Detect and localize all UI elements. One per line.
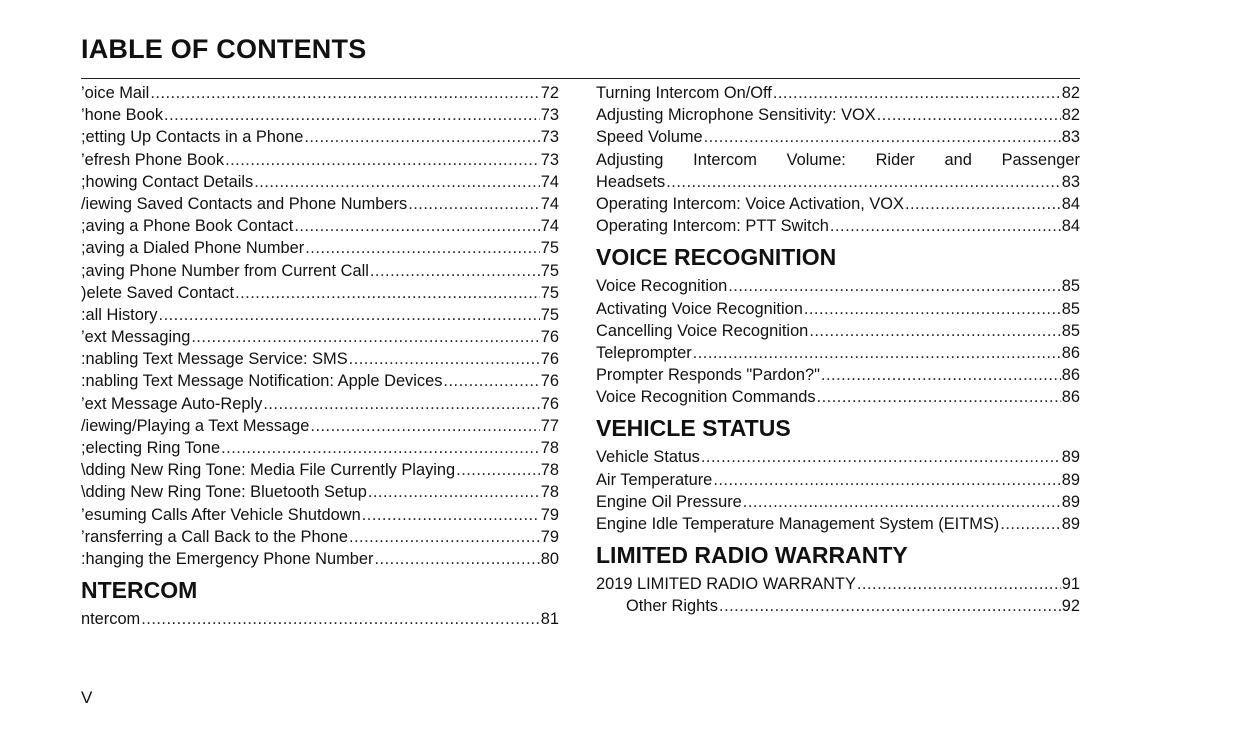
toc-entry-title: Voice Recognition bbox=[596, 277, 728, 296]
toc-entry-page: 89 bbox=[1061, 448, 1080, 467]
toc-entry[interactable] bbox=[81, 173, 559, 195]
toc-entry-page: 78 bbox=[540, 461, 559, 480]
title-divider bbox=[81, 78, 1080, 79]
toc-entry[interactable] bbox=[81, 284, 559, 306]
title-word: Intercom bbox=[693, 150, 757, 169]
page-number: V bbox=[81, 688, 93, 707]
toc-entry-title: :all History bbox=[81, 305, 158, 324]
section-heading-intercom: NTERCOM bbox=[81, 577, 198, 604]
toc-entry[interactable] bbox=[81, 84, 559, 106]
toc-entry[interactable] bbox=[81, 461, 559, 483]
toc-entry-title: ;etting Up Contacts in a Phone bbox=[81, 128, 304, 147]
toc-entry-title: \dding New Ring Tone: Media File Currently Playing bbox=[81, 461, 456, 480]
toc-entry-page: 73 bbox=[540, 128, 559, 147]
toc-entry-page: 86 bbox=[1061, 366, 1080, 385]
dot-leader bbox=[456, 461, 540, 480]
toc-entry-title: ;aving a Phone Book Contact bbox=[81, 217, 294, 236]
toc-entry-page: 74 bbox=[540, 194, 559, 213]
toc-entry-title: Activating Voice Recognition bbox=[596, 299, 803, 318]
title-word: Volume: bbox=[786, 150, 846, 169]
toc-entry-title: ’oice Mail bbox=[81, 84, 150, 102]
toc-entry-page: 89 bbox=[1061, 470, 1080, 489]
toc-entry[interactable] bbox=[596, 173, 1080, 195]
toc-entry-title-line1 bbox=[596, 151, 1080, 170]
toc-entry-page: 79 bbox=[540, 527, 559, 546]
toc-entry-title: ’ext Message Auto-Reply bbox=[81, 394, 263, 413]
toc-entry-title: 2019 LIMITED RADIO WARRANTY bbox=[596, 575, 856, 594]
toc-entry-title: Teleprompter bbox=[596, 343, 692, 362]
toc-entry-title: ;aving Phone Number from Current Call bbox=[81, 261, 369, 280]
toc-entry-title: \dding New Ring Tone: Bluetooth Setup bbox=[81, 483, 367, 502]
dot-leader bbox=[666, 173, 1061, 192]
dot-leader bbox=[221, 439, 540, 458]
toc-entry[interactable] bbox=[596, 575, 1080, 597]
toc-entry[interactable] bbox=[81, 550, 559, 572]
toc-entry-page: 89 bbox=[1061, 492, 1080, 511]
toc-entry[interactable] bbox=[596, 344, 1080, 366]
toc-entry-title: Other Rights bbox=[626, 597, 719, 616]
title-word: Rider bbox=[875, 150, 915, 169]
toc-entry-page: 77 bbox=[540, 416, 559, 435]
toc-entry[interactable] bbox=[81, 217, 559, 239]
section-heading-limited-radio-warranty: LIMITED RADIO WARRANTY bbox=[596, 542, 908, 569]
toc-entry-title: ntercom bbox=[81, 610, 141, 629]
dot-leader bbox=[817, 388, 1061, 407]
section-heading-vehicle-status: VEHICLE STATUS bbox=[596, 415, 791, 442]
toc-entry-title: ’efresh Phone Book bbox=[81, 150, 225, 169]
toc-entry[interactable] bbox=[81, 239, 559, 261]
toc-entry-page: 82 bbox=[1061, 84, 1080, 102]
toc-entry[interactable] bbox=[596, 448, 1080, 470]
dot-leader bbox=[905, 195, 1061, 214]
toc-entry[interactable] bbox=[81, 262, 559, 284]
toc-entry[interactable] bbox=[81, 328, 559, 350]
dot-leader bbox=[693, 344, 1061, 363]
toc-entry-title: Operating Intercom: PTT Switch bbox=[596, 217, 829, 236]
toc-entry[interactable] bbox=[596, 106, 1080, 128]
dot-leader bbox=[809, 322, 1060, 341]
toc-entry[interactable] bbox=[596, 128, 1080, 150]
toc-entry-title: ;aving a Dialed Phone Number bbox=[81, 239, 305, 258]
dot-leader bbox=[254, 173, 540, 192]
toc-entry-title: /iewing/Playing a Text Message bbox=[81, 416, 310, 435]
toc-entry-title: Speed Volume bbox=[596, 128, 703, 147]
dot-leader bbox=[150, 84, 539, 103]
toc-entry-page: 82 bbox=[1061, 106, 1080, 125]
toc-entry-page: 74 bbox=[540, 172, 559, 191]
toc-entry-page: 83 bbox=[1061, 128, 1080, 147]
dot-leader bbox=[191, 328, 539, 347]
toc-entry-title: /iewing Saved Contacts and Phone Numbers bbox=[81, 194, 408, 213]
toc-entry[interactable] bbox=[81, 106, 559, 128]
toc-entry-page: 74 bbox=[540, 217, 559, 236]
toc-entry[interactable] bbox=[81, 395, 559, 417]
dot-leader bbox=[263, 395, 539, 414]
dot-leader bbox=[773, 84, 1061, 103]
dot-leader bbox=[701, 448, 1061, 467]
toc-entry[interactable] bbox=[596, 366, 1080, 388]
toc-entry-page: 84 bbox=[1061, 217, 1080, 236]
section-heading-voice-recognition: VOICE RECOGNITION bbox=[596, 244, 837, 271]
toc-entry-page: 84 bbox=[1061, 194, 1080, 213]
toc-entry-title: :nabling Text Message Service: SMS bbox=[81, 350, 348, 369]
toc-entry-title: ;howing Contact Details bbox=[81, 172, 254, 191]
toc-entry-page: 83 bbox=[1061, 172, 1080, 191]
dot-leader bbox=[719, 597, 1061, 616]
toc-entry-title: Adjusting Microphone Sensitivity: VOX bbox=[596, 106, 876, 125]
dot-leader bbox=[305, 239, 540, 258]
toc-entry[interactable] bbox=[81, 372, 559, 394]
dot-leader bbox=[1000, 515, 1060, 534]
toc-entry-page: 75 bbox=[540, 283, 559, 302]
toc-entry[interactable] bbox=[596, 493, 1080, 515]
toc-entry-page: 80 bbox=[540, 549, 559, 568]
toc-entry-page: 86 bbox=[1061, 343, 1080, 362]
toc-entry[interactable] bbox=[81, 306, 559, 328]
dot-leader bbox=[408, 195, 540, 214]
toc-entry-title: )elete Saved Contact bbox=[81, 283, 235, 302]
toc-entry[interactable] bbox=[81, 195, 559, 217]
toc-entry-page: 76 bbox=[540, 350, 559, 369]
toc-entry[interactable] bbox=[596, 195, 1080, 217]
toc-entry-page: 79 bbox=[540, 505, 559, 524]
toc-entry-title: Engine Idle Temperature Management System (EITMS) bbox=[596, 515, 1000, 533]
toc-entry-page: 75 bbox=[540, 239, 559, 258]
toc-entry-page: 91 bbox=[1061, 575, 1080, 594]
toc-entry-page: 76 bbox=[540, 372, 559, 391]
toc-entry[interactable] bbox=[596, 515, 1080, 537]
toc-entry-title: ’hone Book bbox=[81, 106, 164, 125]
dot-leader bbox=[294, 217, 539, 236]
toc-entry-page: 85 bbox=[1061, 277, 1080, 296]
dot-leader bbox=[310, 417, 539, 436]
toc-entry-title: Prompter Responds "Pardon?" bbox=[596, 366, 820, 385]
dot-leader bbox=[804, 300, 1061, 319]
toc-entry-title: Turning Intercom On/Off bbox=[596, 84, 772, 102]
toc-entry[interactable] bbox=[81, 439, 559, 461]
dot-leader bbox=[704, 128, 1061, 147]
dot-leader bbox=[349, 350, 540, 369]
dot-leader bbox=[304, 128, 539, 147]
toc-entry-page: 72 bbox=[540, 84, 559, 102]
toc-entry[interactable] bbox=[596, 322, 1080, 344]
toc-entry-title: Engine Oil Pressure bbox=[596, 492, 742, 511]
toc-entry[interactable] bbox=[596, 217, 1080, 239]
toc-entry-page: 75 bbox=[540, 261, 559, 280]
toc-entry-page: 73 bbox=[540, 106, 559, 125]
toc-entry-page: 86 bbox=[1061, 388, 1080, 407]
toc-entry-page: 73 bbox=[540, 150, 559, 169]
dot-leader bbox=[743, 493, 1061, 512]
toc-entry-page: 78 bbox=[540, 483, 559, 502]
toc-left-column bbox=[81, 84, 559, 632]
dot-leader bbox=[830, 217, 1061, 236]
toc-right-column bbox=[596, 84, 1080, 620]
page-title: ΙABLE OF CONTENTS bbox=[81, 34, 367, 64]
toc-entry[interactable] bbox=[596, 84, 1080, 106]
dot-leader bbox=[368, 483, 540, 502]
toc-entry-title: Cancelling Voice Recognition bbox=[596, 321, 809, 340]
toc-entry-title: Air Temperature bbox=[596, 470, 713, 489]
toc-entry-page: 76 bbox=[540, 328, 559, 347]
toc-entry-title: :hanging the Emergency Phone Number bbox=[81, 549, 374, 568]
toc-entry[interactable] bbox=[596, 471, 1080, 493]
toc-entry[interactable] bbox=[81, 417, 559, 439]
toc-entry[interactable] bbox=[81, 350, 559, 372]
toc-entry-title: ’ransferring a Call Back to the Phone bbox=[81, 527, 348, 546]
toc-entry-page: 85 bbox=[1061, 321, 1080, 340]
toc-entry-page: 81 bbox=[540, 610, 559, 629]
toc-entry[interactable] bbox=[81, 128, 559, 150]
dot-leader bbox=[443, 372, 539, 391]
dot-leader bbox=[857, 575, 1061, 594]
toc-entry-title: ;electing Ring Tone bbox=[81, 439, 221, 457]
toc-entry[interactable] bbox=[81, 151, 559, 173]
toc-entry-title: :nabling Text Message Notification: Apple Devices bbox=[81, 372, 443, 391]
dot-leader bbox=[370, 262, 540, 281]
toc-entry-page: 75 bbox=[540, 305, 559, 324]
toc-entry[interactable] bbox=[81, 506, 559, 528]
toc-entry-title: ’esuming Calls After Vehicle Shutdown bbox=[81, 505, 361, 524]
toc-entry[interactable] bbox=[596, 597, 1080, 619]
title-word: Passenger bbox=[1001, 150, 1080, 169]
toc-entry-title: Voice Recognition Commands bbox=[596, 388, 816, 407]
toc-entry-page: 92 bbox=[1061, 597, 1080, 616]
dot-leader bbox=[235, 284, 540, 303]
title-word: Adjusting bbox=[596, 150, 664, 169]
title-word: and bbox=[944, 150, 972, 169]
toc-entry-title: Operating Intercom: Voice Activation, VOX bbox=[596, 194, 904, 213]
dot-leader bbox=[164, 106, 540, 125]
dot-leader bbox=[877, 106, 1061, 125]
toc-entry-wrapped-line1[interactable] bbox=[596, 151, 1080, 173]
toc-entry[interactable] bbox=[81, 528, 559, 550]
toc-entry[interactable] bbox=[81, 610, 559, 632]
toc-entry-page: 76 bbox=[540, 394, 559, 413]
dot-leader bbox=[349, 528, 540, 547]
dot-leader bbox=[821, 366, 1061, 385]
dot-leader bbox=[159, 306, 540, 325]
dot-leader bbox=[362, 506, 540, 525]
toc-entry[interactable] bbox=[596, 300, 1080, 322]
toc-entry-title: Vehicle Status bbox=[596, 448, 700, 467]
dot-leader bbox=[141, 610, 540, 629]
toc-entry[interactable] bbox=[81, 483, 559, 505]
dot-leader bbox=[225, 151, 540, 170]
toc-entry[interactable] bbox=[596, 277, 1080, 299]
toc-entry-page: 85 bbox=[1061, 299, 1080, 318]
toc-entry-title: ’ext Messaging bbox=[81, 328, 191, 347]
toc-entry-page: 89 bbox=[1061, 515, 1080, 533]
toc-entry-title: Headsets bbox=[596, 172, 666, 191]
toc-entry[interactable] bbox=[596, 388, 1080, 410]
dot-leader bbox=[713, 471, 1060, 490]
dot-leader bbox=[728, 277, 1061, 296]
toc-entry-page: 78 bbox=[540, 439, 559, 457]
dot-leader bbox=[374, 550, 539, 569]
